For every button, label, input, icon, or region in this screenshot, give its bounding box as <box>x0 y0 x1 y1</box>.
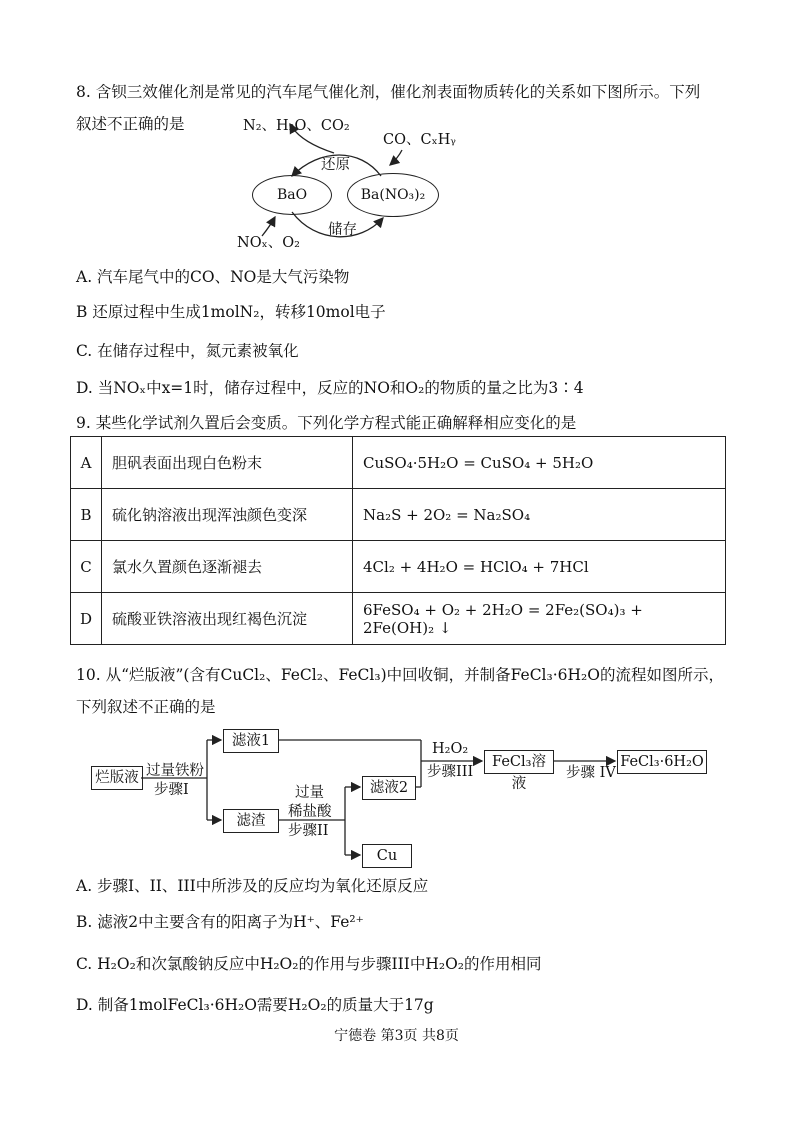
q10-option-a: A. 步骤I、II、III中所涉及的反应均为氧化还原反应 <box>76 877 429 895</box>
q10-stem-line1: 10. 从“烂版液”(含有CuCl₂、FeCl₂、FeCl₃)中回收铜，并制备FeCl₃·6H₂O的流程如图所示， <box>76 666 724 684</box>
q8-product-branch-arrow <box>290 124 334 153</box>
q10-option-c: C. H₂O₂和次氯酸钠反应中H₂O₂的作用与步骤III中H₂O₂的作用相同 <box>76 955 542 973</box>
q9-row-phenomenon: 胆矾表面出现白色粉末 <box>102 437 353 489</box>
flow-product-box: FeCl₃·6H₂O <box>617 750 707 774</box>
q8-oxidants-label: NOₓ、O₂ <box>237 235 300 251</box>
q8-option-a: A. 汽车尾气中的CO、NO是大气污染物 <box>76 268 350 286</box>
q8-store-arrow <box>292 212 383 237</box>
flow-filtrate2-box: 滤液2 <box>362 776 416 800</box>
flow-step1-reagent: 过量铁粉 <box>146 763 204 779</box>
q8-option-c: C. 在储存过程中，氮元素被氧化 <box>76 342 299 360</box>
q9-row-equation: 6FeSO₄ + O₂ + 2H₂O = 2Fe₂(SO₄)₃ + 2Fe(OH)₂ ↓ <box>353 593 726 645</box>
q8-stem-line2: 叙述不正确的是 <box>76 115 185 133</box>
q9-row-phenomenon: 硫酸亚铁溶液出现红褐色沉淀 <box>102 593 353 645</box>
flow-cu-box: Cu <box>362 844 412 868</box>
q8-option-b: B 还原过程中生成1molN₂，转移10mol电子 <box>76 303 386 321</box>
q8-store-label: 储存 <box>328 222 357 238</box>
q9-row-equation: Na₂S + 2O₂ = Na₂SO₄ <box>353 489 726 541</box>
flow-step3-reagent: H₂O₂ <box>432 741 469 757</box>
flow-step3-label: 步骤III <box>427 764 474 780</box>
q8-option-d: D. 当NOₓ中x=1时，储存过程中，反应的NO和O₂的物质的量之比为3∶4 <box>76 379 584 397</box>
q8-node-banitrate: Ba(NO₃)₂ <box>347 173 439 217</box>
q8-reduce-label: 还原 <box>321 157 350 173</box>
q8-stem-line1: 8. 含钡三效催化剂是常见的汽车尾气催化剂，催化剂表面物质转化的关系如下图所示。下列 <box>76 83 701 101</box>
q9-stem: 9. 某些化学试剂久置后会变质。下列化学方程式能正确解释相应变化的是 <box>76 414 577 432</box>
flow-step1-label: 步骤I <box>154 782 189 798</box>
flow-residue-box: 滤渣 <box>223 809 279 833</box>
q9-row-equation: CuSO₄·5H₂O = CuSO₄ + 5H₂O <box>353 437 726 489</box>
flow-step4-label: 步骤 IV <box>566 765 616 781</box>
q9-row-letter: A <box>71 437 102 489</box>
q10-option-d: D. 制备1molFeCl₃·6H₂O需要H₂O₂的质量大于17g <box>76 996 434 1014</box>
q9-row-phenomenon: 硫化钠溶液出现浑浊颜色变深 <box>102 489 353 541</box>
q8-reductants-label: CO、CₓHᵧ <box>383 132 456 148</box>
q8-reductant-arrow <box>390 150 402 165</box>
q9-row-phenomenon: 氯水久置颜色逐渐褪去 <box>102 541 353 593</box>
flow-start-box: 烂版液 <box>91 766 143 790</box>
q10-option-b: B. 滤液2中主要含有的阳离子为H⁺、Fe²⁺ <box>76 913 364 931</box>
q9-row-letter: C <box>71 541 102 593</box>
page-footer: 宁德卷 第3页 共8页 <box>334 1028 459 1044</box>
flow-step2-line1: 过量 <box>295 785 324 801</box>
flow-filtrate1-box: 滤液1 <box>223 729 279 753</box>
flow-step2-line2: 稀盐酸 <box>288 804 332 820</box>
q10-stem-line2: 下列叙述不正确的是 <box>76 698 216 716</box>
q9-row-letter: B <box>71 489 102 541</box>
q8-products-label: N₂、H₂O、CO₂ <box>243 118 350 134</box>
q9-row-letter: D <box>71 593 102 645</box>
q8-node-bao: BaO <box>252 175 332 215</box>
flow-step2-line3: 步骤II <box>288 823 329 839</box>
q8-reduce-arrow <box>292 155 381 176</box>
flow-fecl3-solution-box: FeCl₃溶液 <box>484 750 554 774</box>
q9-row-equation: 4Cl₂ + 4H₂O = HClO₄ + 7HCl <box>353 541 726 593</box>
q8-oxidant-arrow <box>262 217 275 236</box>
